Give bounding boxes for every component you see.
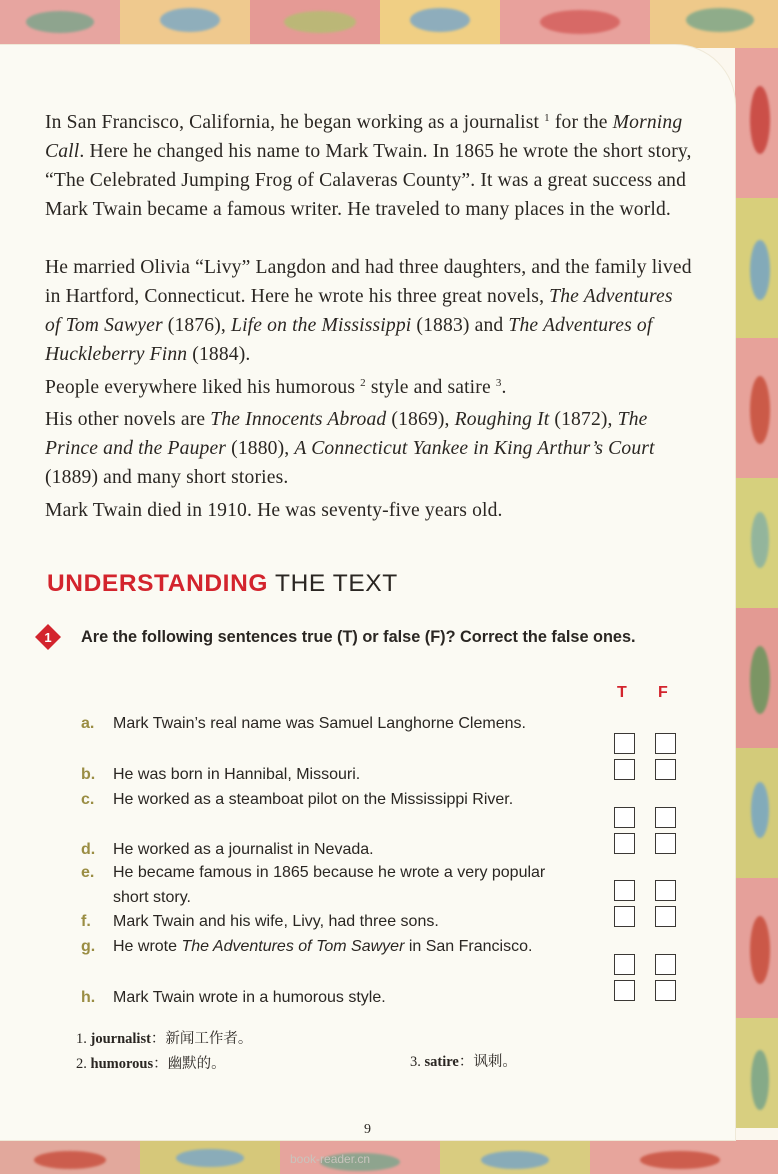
item-letter: g.	[81, 938, 96, 955]
heading-bold: UNDERSTANDING	[47, 570, 269, 597]
item-letter: a.	[81, 715, 95, 732]
checkbox-false-g[interactable]	[655, 954, 676, 975]
p2-text-g: (1884).	[187, 344, 251, 365]
item-text: Mark Twain and his wife, Livy, had three sons.	[113, 913, 439, 930]
item-letter: d.	[81, 841, 96, 858]
p2-text-a: He married Olivia “Livy” Langdon and had three daughters, and the family lived in Hartford, Connecticut. Here he wrote his three great novels,	[45, 257, 692, 307]
p4-text-a: His other novels are	[45, 409, 211, 430]
exercise-item-f	[81, 909, 581, 934]
footnote-ref-1: 1	[544, 112, 550, 124]
p1-text-b: for the	[549, 112, 613, 133]
p3-text-a: People everywhere liked his humorous	[45, 377, 361, 398]
paragraph-4	[45, 405, 693, 492]
checkbox-true-b[interactable]	[614, 759, 635, 780]
exercise-item-a	[81, 711, 581, 736]
p4-text-c: (1869),	[386, 409, 455, 430]
page-number: 9	[364, 1122, 371, 1137]
item-letter: h.	[81, 989, 96, 1006]
footnote-term: journalist	[90, 1031, 151, 1047]
p4-title-prince-pauper: The Prince and the Pauper	[45, 409, 648, 459]
checkbox-false-f[interactable]	[655, 906, 676, 927]
item-text: Mark Twain wrote in a humorous style.	[113, 989, 386, 1006]
item-text	[81, 934, 581, 959]
paragraph-5: Mark Twain died in 1910. He was seventy-five years old.	[45, 500, 503, 521]
item-letter: b.	[81, 766, 96, 783]
checkbox-false-h[interactable]	[655, 980, 676, 1001]
exercise-number: 1	[44, 630, 52, 645]
checkbox-true-g[interactable]	[614, 954, 635, 975]
item-letter: e.	[81, 864, 95, 881]
checkbox-true-a[interactable]	[614, 733, 635, 754]
footnote-term: humorous	[90, 1056, 154, 1072]
column-false-label: F	[658, 684, 668, 701]
footnote-number: 3.	[410, 1054, 421, 1070]
paragraph-3	[45, 373, 693, 402]
p3-text-c: .	[501, 377, 507, 398]
footnote-gloss: ：幽默的。	[153, 1056, 226, 1072]
checkbox-true-e[interactable]	[614, 880, 635, 901]
footnote-ref-2: 2	[360, 377, 366, 389]
p2-text-c: (1876),	[162, 315, 232, 336]
checkbox-true-f[interactable]	[614, 906, 635, 927]
p4-title-innocents: The Innocents Abroad	[210, 409, 387, 430]
paragraph-2	[45, 253, 693, 369]
checkbox-false-e[interactable]	[655, 880, 676, 901]
exercise-item-b	[81, 762, 581, 787]
checkbox-true-c[interactable]	[614, 807, 635, 828]
p1-text-a: In San Francisco, California, he began working as a journalist	[45, 112, 545, 133]
exercise-item-d	[81, 837, 581, 862]
exercise-item-g	[81, 934, 581, 959]
checkbox-true-h[interactable]	[614, 980, 635, 1001]
checkbox-false-c[interactable]	[655, 807, 676, 828]
footnote-1	[76, 1027, 252, 1048]
footnote-3	[410, 1050, 517, 1071]
footnote-ref-3: 3	[495, 377, 502, 389]
exercise-item-h	[81, 985, 581, 1010]
item-g-text-c: in San Francisco.	[404, 938, 533, 955]
paragraph-1	[45, 108, 693, 224]
p1-title-morning-call: Morning Call	[45, 112, 683, 162]
p4-text-e: (1872),	[549, 409, 618, 430]
section-heading	[47, 570, 398, 598]
p4-text-g: (1880),	[226, 438, 295, 459]
item-text: He worked as a journalist in Nevada.	[113, 841, 374, 858]
p4-title-connecticut-yankee: A Connecticut Yankee in King Arthur’s Court	[294, 438, 655, 459]
p1-text-d: . Here he changed his name to Mark Twain. In 1865 he wrote the short story, “The Celebrated Jumping Frog of Calaveras County”. It was a great success and Mark Twain became a famous writer. He traveled to many places in the world.	[45, 141, 692, 220]
column-true-label: T	[617, 684, 627, 701]
item-letter: f.	[81, 913, 91, 930]
footnote-number: 2.	[76, 1056, 87, 1072]
checkbox-true-d[interactable]	[614, 833, 635, 854]
checkbox-false-d[interactable]	[655, 833, 676, 854]
p2-text-e: (1883) and	[411, 315, 509, 336]
p2-title-huck-finn: The Adventures of Huckleberry Finn	[45, 315, 653, 365]
item-letter: c.	[81, 791, 95, 808]
exercise-item-e	[81, 860, 581, 910]
exercise-instruction: Are the following sentences true (T) or false (F)? Correct the false ones.	[81, 628, 636, 646]
item-text: He worked as a steamboat pilot on the Mississippi River.	[113, 791, 514, 808]
p3-text-b: style and satire	[365, 377, 496, 398]
heading-rest: THE TEXT	[275, 570, 398, 597]
footnote-2	[76, 1052, 226, 1073]
exercise-number-badge	[35, 624, 61, 650]
item-text: He was born in Hannibal, Missouri.	[113, 766, 361, 783]
item-text: Mark Twain’s real name was Samuel Langhorne Clemens.	[113, 715, 526, 732]
item-text: He became famous in 1865 because he wrote a very popular short story.	[113, 864, 546, 906]
footnote-gloss: ：讽刺。	[458, 1054, 517, 1070]
p2-title-tom-sawyer: The Adventures of Tom Sawyer	[45, 286, 673, 336]
footnote-number: 1.	[76, 1031, 87, 1047]
checkbox-false-a[interactable]	[655, 733, 676, 754]
item-g-text-a: He wrote	[113, 938, 182, 955]
exercise-item-c	[81, 787, 581, 812]
footnote-term: satire	[424, 1054, 459, 1070]
footnote-gloss: ：新闻工作者。	[150, 1031, 253, 1047]
p2-title-mississippi: Life on the Mississippi	[231, 315, 412, 336]
checkbox-false-b[interactable]	[655, 759, 676, 780]
p4-title-roughing-it: Roughing It	[454, 409, 550, 430]
watermark: book-reader.cn	[290, 1152, 371, 1166]
p4-text-i: (1889) and many short stories.	[45, 467, 289, 488]
item-g-title: The Adventures of Tom Sawyer	[181, 938, 405, 955]
